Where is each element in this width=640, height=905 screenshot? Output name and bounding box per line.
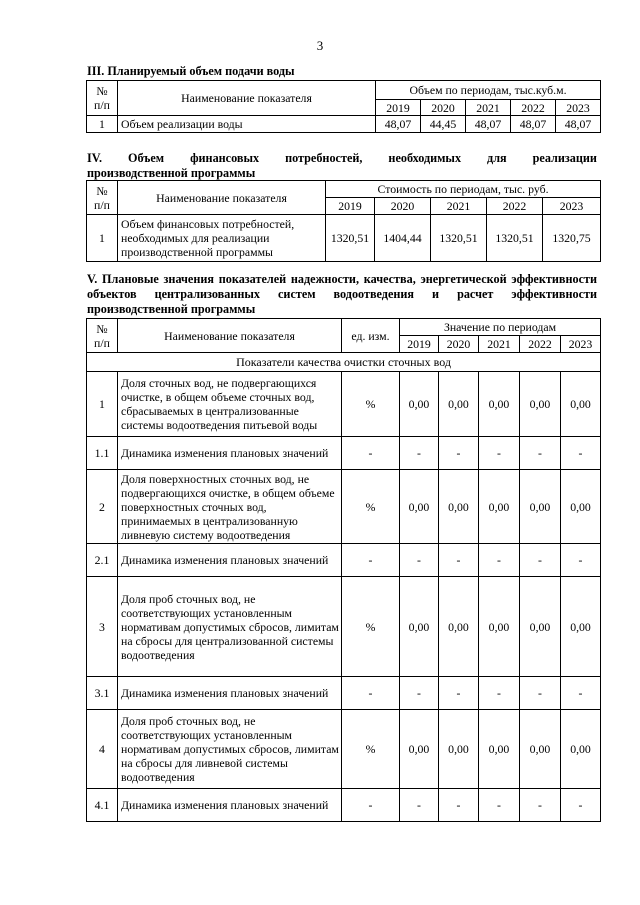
- row-value: -: [479, 437, 520, 470]
- row-unit: %: [342, 372, 400, 437]
- row-value: -: [520, 544, 561, 577]
- row-value: 0,00: [439, 372, 479, 437]
- row-value: -: [520, 789, 561, 822]
- row-name: Динамика изменения плановых значений: [118, 789, 342, 822]
- col-unit-header: ед. изм.: [342, 319, 400, 353]
- table-row: [87, 215, 601, 262]
- table-row: [87, 789, 601, 822]
- col-name-header: Наименование показателя: [118, 81, 376, 116]
- section-4-title-line2: производственной программы: [87, 166, 256, 180]
- col-num-header: № п/п: [87, 319, 118, 353]
- row-value: -: [439, 544, 479, 577]
- row-value: -: [520, 677, 561, 710]
- row-num: 4: [87, 710, 118, 789]
- year-header: 2022: [511, 100, 556, 116]
- year-header: 2019: [326, 198, 375, 215]
- table-row: [87, 116, 601, 133]
- row-value: 0,00: [400, 710, 439, 789]
- row-value: 0,00: [400, 372, 439, 437]
- row-value: -: [561, 544, 601, 577]
- col-name-header: Наименование показателя: [118, 181, 326, 215]
- year-header: 2023: [556, 100, 601, 116]
- row-num: 2: [87, 470, 118, 544]
- year-header: 2020: [375, 198, 431, 215]
- row-unit: -: [342, 789, 400, 822]
- row-value: 48,07: [466, 116, 511, 133]
- row-value: -: [400, 789, 439, 822]
- row-value: 0,00: [439, 470, 479, 544]
- row-num: 3.1: [87, 677, 118, 710]
- row-value: 0,00: [520, 470, 561, 544]
- row-name: Динамика изменения плановых значений: [118, 677, 342, 710]
- row-name: Динамика изменения плановых значений: [118, 437, 342, 470]
- row-value: 48,07: [376, 116, 421, 133]
- table-row: [87, 470, 601, 544]
- year-header: 2021: [479, 336, 520, 353]
- year-header: 2020: [421, 100, 466, 116]
- row-value: 1404,44: [375, 215, 431, 262]
- row-num: 3: [87, 577, 118, 677]
- year-header: 2019: [400, 336, 439, 353]
- row-name: Динамика изменения плановых значений: [118, 544, 342, 577]
- table-row: [87, 677, 601, 710]
- year-header: 2020: [439, 336, 479, 353]
- row-value: 0,00: [561, 470, 601, 544]
- row-value: -: [439, 789, 479, 822]
- row-value: -: [439, 437, 479, 470]
- row-num: 1: [87, 372, 118, 437]
- row-name: Объем финансовых потребностей, необходимых для реализации производственной программы: [118, 215, 326, 262]
- row-value: -: [400, 677, 439, 710]
- row-value: -: [561, 789, 601, 822]
- page-number: 3: [316, 38, 324, 53]
- row-unit: %: [342, 470, 400, 544]
- row-value: -: [479, 677, 520, 710]
- title-word: реализации: [532, 151, 597, 165]
- title-word: необходимых: [388, 151, 462, 165]
- title-word: Объем: [128, 151, 165, 165]
- row-value: 0,00: [439, 710, 479, 789]
- year-header: 2022: [520, 336, 561, 353]
- title-word: финансовых: [190, 151, 260, 165]
- row-value: 0,00: [561, 710, 601, 789]
- row-name: Объем реализации воды: [118, 116, 376, 133]
- section-5-table: [86, 318, 601, 822]
- section-4-table: [86, 180, 601, 262]
- table-row: [87, 372, 601, 437]
- year-header: 2023: [561, 336, 601, 353]
- col-name-header: Наименование показателя: [118, 319, 342, 353]
- row-value: -: [479, 789, 520, 822]
- row-value: 0,00: [561, 372, 601, 437]
- row-value: 0,00: [439, 577, 479, 677]
- row-value: -: [520, 437, 561, 470]
- row-unit: -: [342, 437, 400, 470]
- row-value: -: [400, 437, 439, 470]
- row-value: 0,00: [520, 372, 561, 437]
- row-value: 1320,51: [326, 215, 375, 262]
- row-value: 1320,51: [487, 215, 543, 262]
- row-name: Доля проб сточных вод, не соответствующих установленным нормативам допустимых сбросов, лимитам на сбросы для ливневой системы водоотведения: [118, 710, 342, 789]
- row-name: Доля поверхностных сточных вод, не подвергающихся очистке, в общем объеме поверхностных сточных вод, принимаемых в централизованную ливневую систему водоотведения: [118, 470, 342, 544]
- period-group-header: Объем по периодам, тыс.куб.м.: [376, 81, 601, 100]
- row-num: 1: [87, 116, 118, 133]
- title-word: для: [487, 151, 507, 165]
- row-value: 1320,51: [431, 215, 487, 262]
- row-name: Доля проб сточных вод, не соответствующих установленным нормативам допустимых сбросов, лимитам на сбросы для централизованной системы водоотведения: [118, 577, 342, 677]
- row-num: 4.1: [87, 789, 118, 822]
- year-header: 2021: [431, 198, 487, 215]
- row-value: -: [439, 677, 479, 710]
- row-value: -: [400, 544, 439, 577]
- period-group-header: Стоимость по периодам, тыс. руб.: [326, 181, 601, 198]
- row-value: 0,00: [400, 470, 439, 544]
- row-unit: %: [342, 710, 400, 789]
- row-value: 0,00: [561, 577, 601, 677]
- section-3-table: [86, 80, 601, 133]
- row-value: 0,00: [479, 710, 520, 789]
- row-name: Доля сточных вод, не подвергающихся очистке, в общем объеме сточных вод, сбрасываемых в централизованные системы водоотведения питьевой воды: [118, 372, 342, 437]
- table-row: [87, 437, 601, 470]
- row-unit: -: [342, 544, 400, 577]
- year-header: 2021: [466, 100, 511, 116]
- row-unit: -: [342, 677, 400, 710]
- section-3-title: III. Планируемый объем подачи воды: [87, 64, 295, 78]
- col-num-header: № п/п: [87, 81, 118, 116]
- table-row: [87, 544, 601, 577]
- row-value: -: [561, 677, 601, 710]
- row-value: -: [479, 544, 520, 577]
- year-header: 2023: [543, 198, 601, 215]
- table-row: [87, 710, 601, 789]
- row-value: 0,00: [520, 710, 561, 789]
- row-value: 1320,75: [543, 215, 601, 262]
- row-value: 48,07: [556, 116, 601, 133]
- col-num-header: № п/п: [87, 181, 118, 215]
- row-num: 1: [87, 215, 118, 262]
- year-header: 2022: [487, 198, 543, 215]
- row-value: -: [561, 437, 601, 470]
- section-5-title: V. Плановые значения показателей надежности, качества, энергетической эффективности объектов централизованных систем водоотведения и расчет эффективности производственной программы: [87, 272, 597, 316]
- title-word: IV.: [87, 151, 103, 165]
- title-word: потребностей,: [285, 151, 363, 165]
- row-num: 1.1: [87, 437, 118, 470]
- table-row: [87, 577, 601, 677]
- row-num: 2.1: [87, 544, 118, 577]
- row-value: 0,00: [479, 372, 520, 437]
- row-value: 0,00: [479, 577, 520, 677]
- subsection-header: Показатели качества очистки сточных вод: [87, 353, 601, 372]
- period-group-header: Значение по периодам: [400, 319, 601, 336]
- row-value: 0,00: [400, 577, 439, 677]
- row-value: 48,07: [511, 116, 556, 133]
- row-value: 0,00: [479, 470, 520, 544]
- row-value: 44,45: [421, 116, 466, 133]
- year-header: 2019: [376, 100, 421, 116]
- row-unit: %: [342, 577, 400, 677]
- row-value: 0,00: [520, 577, 561, 677]
- section-4-title: [87, 151, 597, 181]
